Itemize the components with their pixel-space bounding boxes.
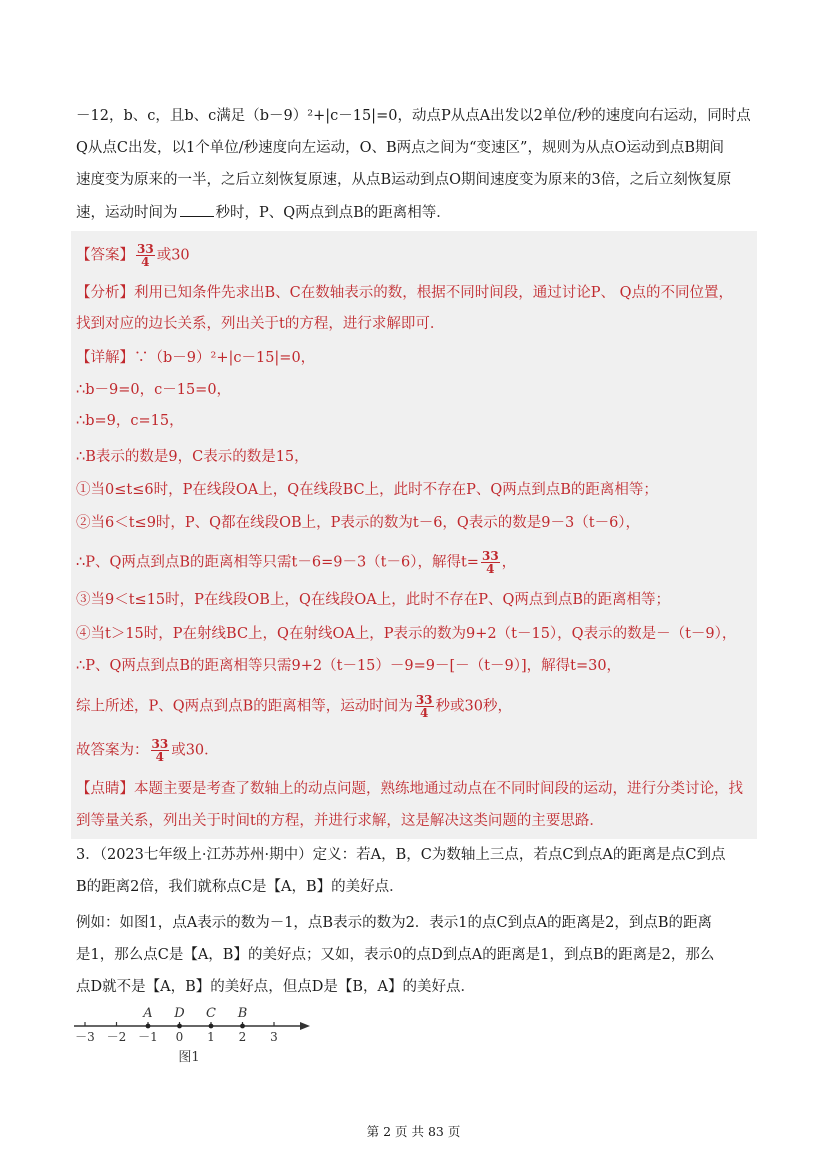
detail-frac-num-2: 33 bbox=[415, 693, 433, 707]
problem-line-4 bbox=[76, 202, 756, 223]
detail-line-6: ②当6＜t≤9时，P、Q都在线段OB上，P表示的数为t－6，Q表示的数是9－3（t－6）， bbox=[76, 515, 641, 531]
detail-line-12 bbox=[76, 738, 756, 763]
comment-line-2: 到等量关系，列出关于时间t的方程，并进行求解，这是解决这类问题的主要思路． bbox=[76, 813, 604, 829]
analysis-line-1: 【分析】利用已知条件先求出B、C在数轴表示的数，根据不同时间段，通过讨论P、 Q点的不同位置， bbox=[76, 285, 733, 301]
number-line-arrow bbox=[300, 1022, 310, 1030]
number-line-figure bbox=[72, 1003, 322, 1069]
answer-frac-num: 33 bbox=[137, 242, 154, 256]
detail-line-5: ①当0≤t≤6时，P在线段OA上，Q在线段BC上，此时不存在P、Q两点到点B的距离相等； bbox=[76, 482, 658, 498]
detail-fraction-2 bbox=[415, 694, 434, 719]
figure-caption: 图1 bbox=[178, 1050, 200, 1065]
detail-frac-den-3: 4 bbox=[155, 750, 165, 764]
detail-line-7-end: ， bbox=[501, 554, 517, 571]
tick-label: －1 bbox=[138, 1030, 158, 1044]
detail-line-3: ∴b=9，c=15， bbox=[76, 413, 184, 429]
q3-line-4: 是1，那么点C是【A，B】的美好点；又如，表示0的点D到点A的距离是1，到点B的距离是2，那么 bbox=[76, 947, 715, 963]
tick-label: 2 bbox=[238, 1030, 247, 1044]
problem-line-4-start: 速，运动时间为 bbox=[76, 205, 178, 221]
detail-line-11 bbox=[76, 694, 756, 719]
detail-line-10: ∴P、Q两点到点B的距离相等只需9+2（t－15）－9=9－[－（t－9）]，解得t=30， bbox=[76, 658, 622, 674]
point-dot-d bbox=[177, 1024, 182, 1029]
detail-fraction-1 bbox=[481, 550, 500, 575]
point-label-b: B bbox=[237, 1006, 248, 1021]
point-dot-a bbox=[146, 1024, 151, 1029]
detail-line-11-end: 秒或30秒， bbox=[435, 698, 512, 715]
detail-line-1: 【详解】∵（b－9）²+|c－15|=0， bbox=[76, 350, 316, 366]
point-label-c: C bbox=[206, 1006, 216, 1021]
detail-line-12-end: 或30． bbox=[171, 742, 219, 759]
point-label-a: A bbox=[143, 1006, 153, 1021]
q3-line-2: B的距离2倍，我们就称点C是【A，B】的美好点． bbox=[76, 879, 404, 895]
tick-label: －2 bbox=[106, 1030, 127, 1044]
comment-line-1: 【点睛】本题主要是考查了数轴上的动点问题，熟练地通过动点在不同时间段的运动，进行分类讨论，找 bbox=[76, 781, 743, 797]
detail-frac-num-1: 33 bbox=[481, 549, 499, 563]
problem-line-1: －12，b、c，且b、c满足（b－9）²+|c－15|=0，动点P从点A出发以2单位/秒的速度向右运动，同时点 bbox=[76, 108, 751, 124]
detail-line-4: ∴B表示的数是9，C表示的数是15， bbox=[76, 449, 309, 465]
answer-frac-den: 4 bbox=[141, 255, 150, 269]
tick-label: 0 bbox=[175, 1030, 184, 1044]
detail-line-12-start: 故答案为： bbox=[76, 742, 149, 759]
tick-label: 3 bbox=[270, 1030, 278, 1044]
q3-line-3: 例如：如图1，点A表示的数为－1，点B表示的数为2．表示1的点C到点A的距离是2，到点B的距离 bbox=[76, 915, 712, 931]
detail-fraction-3 bbox=[151, 738, 170, 763]
answer-fraction bbox=[136, 243, 155, 268]
point-label-d: D bbox=[174, 1006, 185, 1021]
analysis-line-2: 找到对应的边长关系，列出关于t的方程，进行求解即可． bbox=[76, 316, 445, 332]
problem-line-2: Q从点C出发，以1个单位/秒速度向左运动，O、B两点之间为“变速区”，规则为从点O运动到点B期间 bbox=[76, 140, 725, 156]
tick-label: －3 bbox=[75, 1030, 95, 1044]
tick-label: 1 bbox=[207, 1030, 215, 1044]
detail-frac-den-1: 4 bbox=[486, 562, 495, 576]
answer-rest: 或30 bbox=[156, 247, 190, 264]
point-dot-c bbox=[209, 1024, 214, 1029]
detail-line-7-start: ∴P、Q两点到点B的距离相等只需t－6=9－3（t－6），解得t= bbox=[76, 554, 479, 571]
q3-line-5: 点D就不是【A，B】的美好点，但点D是【B，A】的美好点． bbox=[76, 979, 476, 995]
q3-line-1: 3．（2023七年级上·江苏苏州·期中）定义：若A，B，C为数轴上三点，若点C到点A的距离是点C到点 bbox=[76, 847, 726, 863]
detail-line-8: ③当9＜t≤15时，P在线段OB上，Q在线段OA上，此时不存在P、Q两点到点B的距离相等； bbox=[76, 592, 670, 608]
detail-line-11-start: 综上所述，P、Q两点到点B的距离相等，运动时间为 bbox=[76, 698, 413, 715]
detail-line-7 bbox=[76, 550, 756, 575]
detail-frac-den-2: 4 bbox=[419, 706, 429, 720]
detail-line-2: ∴b－9=0，c－15=0， bbox=[76, 382, 232, 398]
problem-line-4-end: 秒时，P、Q两点到点B的距离相等． bbox=[215, 205, 451, 221]
point-dot-b bbox=[240, 1024, 245, 1029]
detail-frac-num-3: 33 bbox=[151, 737, 169, 751]
answer-label: 【答案】 bbox=[76, 247, 134, 264]
answer-line bbox=[76, 243, 756, 268]
page-footer: 第 2 页 共 83 页 bbox=[366, 1124, 461, 1139]
problem-line-3: 速度变为原来的一半，之后立刻恢复原速，从点B运动到点O期间速度变为原来的3倍，之后立刻恢复原 bbox=[76, 172, 732, 188]
answer-blank bbox=[180, 202, 214, 217]
detail-line-9: ④当t＞15时，P在射线BC上，Q在射线OA上，P表示的数为9+2（t－15），Q表示的数是－（t－9）， bbox=[76, 626, 737, 642]
